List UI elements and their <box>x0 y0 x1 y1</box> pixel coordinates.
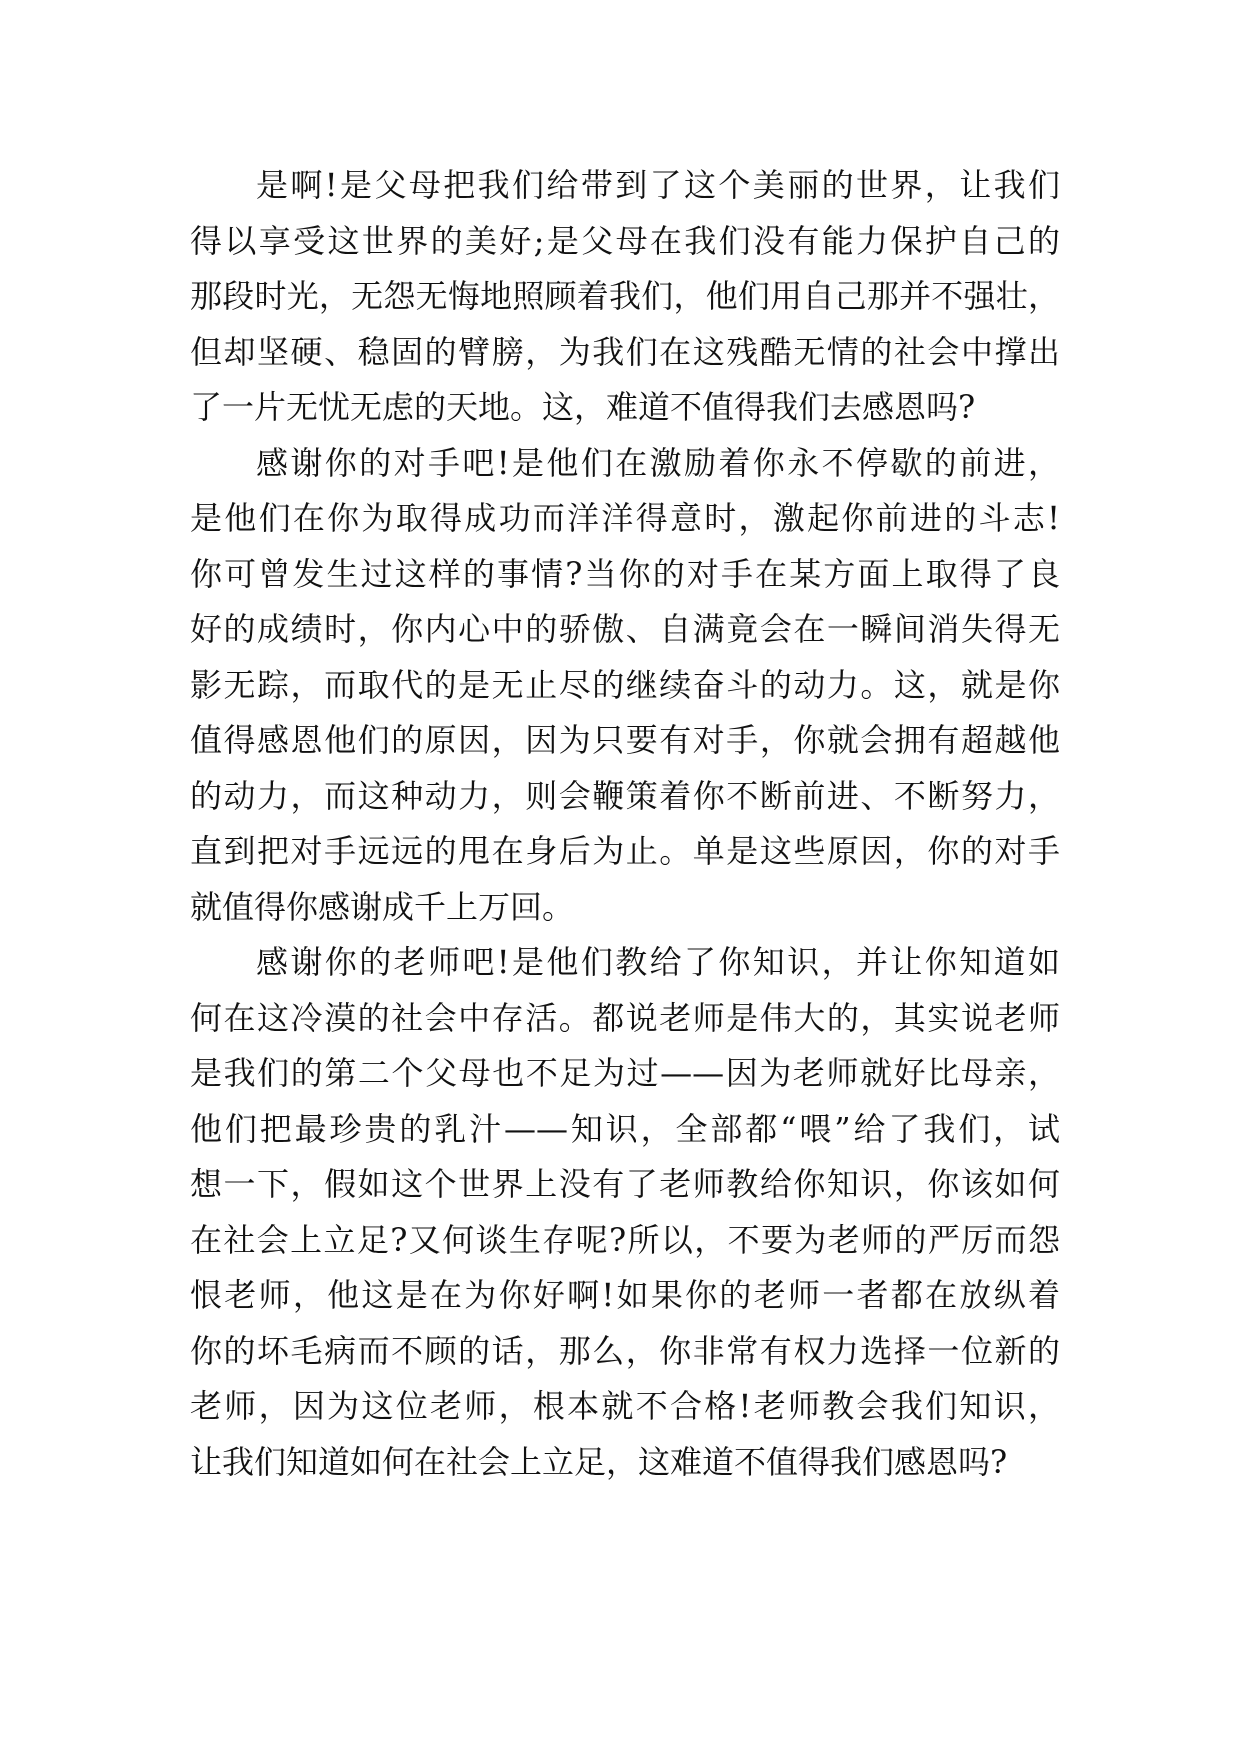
text-line: 是我们的第二个父母也不足为过——因为老师就好比母亲， <box>190 1054 1060 1092</box>
text-line: 好的成绩时，你内心中的骄傲、自满竟会在一瞬间消失得无 <box>190 610 1060 648</box>
paragraph-teachers <box>190 935 1060 1490</box>
text-line: 在社会上立足?又何谈生存呢?所以，不要为老师的严厉而怨 <box>190 1220 1060 1259</box>
document-body <box>190 158 1060 1490</box>
paragraph-rivals <box>190 436 1060 936</box>
text-line: 值得感恩他们的原因，因为只要有对手，你就会拥有超越他 <box>190 721 1060 759</box>
text-line: 那段时光，无怨无悔地照顾着我们，他们用自己那并不强壮， <box>190 277 1060 315</box>
text-line: 你的坏毛病而不顾的话，那么，你非常有权力选择一位新的 <box>190 1331 1060 1370</box>
text-line: 影无踪，而取代的是无止尽的继续奋斗的动力。这，就是你 <box>190 665 1060 704</box>
text-line: 感谢你的对手吧!是他们在激励着你永不停歇的前进， <box>256 443 1060 482</box>
text-line: 得以享受这世界的美好;是父母在我们没有能力保护自己的 <box>190 221 1060 260</box>
text-line: 恨老师，他这是在为你好啊!如果你的老师一者都在放纵着 <box>190 1276 1060 1314</box>
text-line: 是啊!是父母把我们给带到了这个美丽的世界，让我们 <box>256 166 1060 204</box>
text-line: 感谢你的老师吧!是他们教给了你知识，并让你知道如 <box>256 943 1060 981</box>
text-line: 就值得你感谢成千上万回。 <box>190 887 575 926</box>
text-line: 的动力，而这种动力，则会鞭策着你不断前进、不断努力， <box>190 776 1060 815</box>
paragraph-parents <box>190 158 1060 436</box>
text-line: 何在这冷漠的社会中存活。都说老师是伟大的，其实说老师 <box>190 998 1060 1037</box>
text-line: 但却坚硬、稳固的臂膀，为我们在这残酷无情的社会中撑出 <box>190 332 1060 371</box>
text-line: 直到把对手远远的甩在身后为止。单是这些原因，你的对手 <box>190 832 1060 870</box>
text-line: 你可曾发生过这样的事情?当你的对手在某方面上取得了良 <box>190 554 1060 593</box>
text-line: 让我们知道如何在社会上立足，这难道不值得我们感恩吗? <box>190 1442 1008 1481</box>
text-line: 他们把最珍贵的乳汁——知识，全部都“喂”给了我们，试 <box>190 1109 1060 1148</box>
text-line: 老师，因为这位老师，根本就不合格!老师教会我们知识， <box>190 1387 1060 1425</box>
text-line: 了一片无忧无虑的天地。这，难道不值得我们去感恩吗? <box>190 388 976 426</box>
text-line: 想一下，假如这个世界上没有了老师教给你知识，你该如何 <box>190 1165 1060 1203</box>
text-line: 是他们在你为取得成功而洋洋得意时，激起你前进的斗志! <box>190 499 1060 537</box>
